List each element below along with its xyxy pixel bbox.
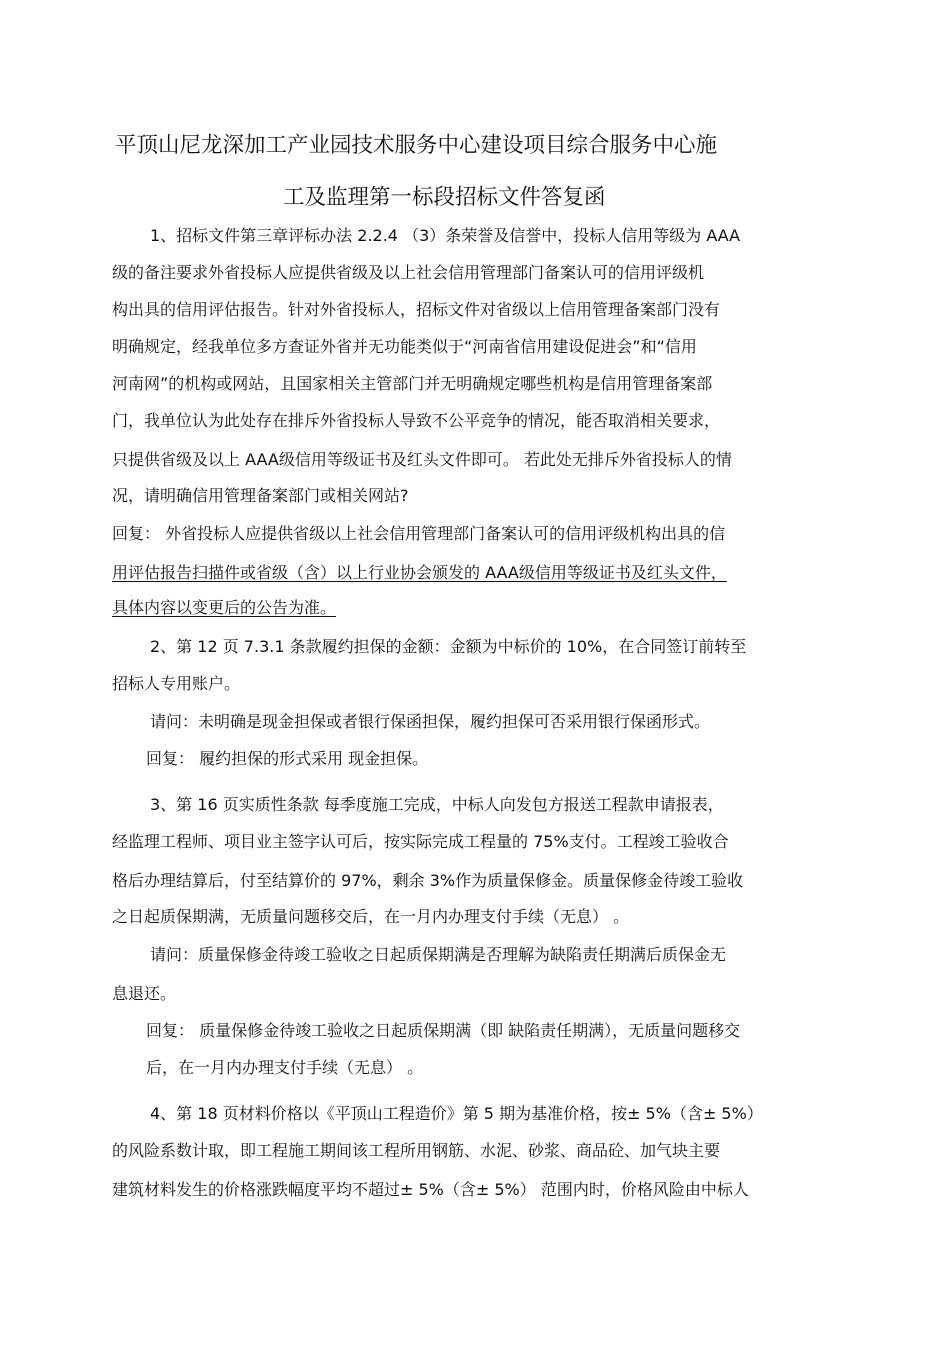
document-title-line-1: 平顶山尼龙深加工产业园技术服务中心建设项目综合服务中心施 [115,133,718,158]
paragraph-3-line: 3、第 16 页实质性条款 每季度施工完成，中标人向发包方报送工程款申请报表， [150,795,724,814]
paragraph-1-line: 门，我单位认为此处存在排斥外省投标人导致不公平竞争的情况，能否取消相关要求， [112,411,721,430]
paragraph-1-line: 构出具的信用评估报告。针对外省投标人，招标文件对省级以上信用管理备案部门没有 [112,300,721,319]
paragraph-2-line: 招标人专用账户。 [112,674,241,693]
question-3-line: 请问：质量保修金待竣工验收之日起质保期满是否理解为缺陷责任期满后质保金无 [150,945,727,964]
paragraph-3-line: 经监理工程师、项目业主签字认可后，按实际完成工程量的 75%支付。工程竣工验收合 [112,832,729,851]
reply-1-line: 回复： 外省投标人应提供省级以上社会信用管理部门备案认可的信用评级机构出具的信 [112,524,726,543]
question-2-line: 请问：未明确是现金担保或者银行保函担保，履约担保可否采用银行保函形式。 [150,712,711,731]
paragraph-2-line: 2、第 12 页 7.3.1 条款履约担保的金额：金额为中标价的 10%，在合同签订前转至 [150,637,747,656]
reply-3-line: 回复： 质量保修金待竣工验收之日起质保期满（即 缺陷责任期满），无质量问题移交 [146,1021,741,1040]
paragraph-1-line: 只提供省级及以上 AAA级信用等级证书及红头文件即可。 若此处无排斥外省投标人的情 [112,450,732,469]
paragraph-3-line: 格后办理结算后，付至结算价的 97%，剩余 3%作为质量保修金。质量保修金待竣工验收 [112,871,744,890]
reply-1-line: 用评估报告扫描件或省级（含）以上行业协会颁发的 AAA级信用等级证书及红头文件， [112,563,727,582]
reply-2-line: 回复： 履约担保的形式采用 现金担保。 [146,749,429,768]
paragraph-4-line: 4、第 18 页材料价格以《平顶山工程造价》第 5 期为基准价格，按± 5%（含± 5%） [150,1104,763,1123]
paragraph-1-line: 1、招标文件第三章评标办法 2.2.4 （3）条荣誉及信誉中，投标人信用等级为 AAA [150,226,741,245]
paragraph-1-line: 河南网”的机构或网站，且国家相关主管部门并无明确规定哪些机构是信用管理备案部 [112,374,713,393]
paragraph-1-line: 明确规定，经我单位多方查证外省并无功能类似于“河南省信用建设促进会”和“信用 [112,337,697,356]
document-title-line-2: 工及监理第一标段招标文件答复函 [283,185,606,210]
paragraph-4-line: 的风险系数计取，即工程施工期间该工程所用钢筋、水泥、砂浆、商品砼、加气块主要 [112,1141,721,1160]
question-3-line: 息退还。 [112,984,177,1003]
reply-3-line: 后，在一月内办理支付手续（无息） 。 [146,1058,424,1077]
paragraph-1-line: 级的备注要求外省投标人应提供省级及以上社会信用管理部门备案认可的信用评级机 [112,263,705,282]
reply-1-line: 具体内容以变更后的公告为准。 [112,598,337,617]
paragraph-1-line: 况，请明确信用管理备案部门或相关网站? [112,486,409,505]
paragraph-3-line: 之日起质保期满，无质量问题移交后，在一月内办理支付手续（无息） 。 [112,907,630,926]
paragraph-4-line: 建筑材料发生的价格涨跌幅度平均不超过± 5%（含± 5%） 范围内时，价格风险由中标人 [112,1180,749,1199]
